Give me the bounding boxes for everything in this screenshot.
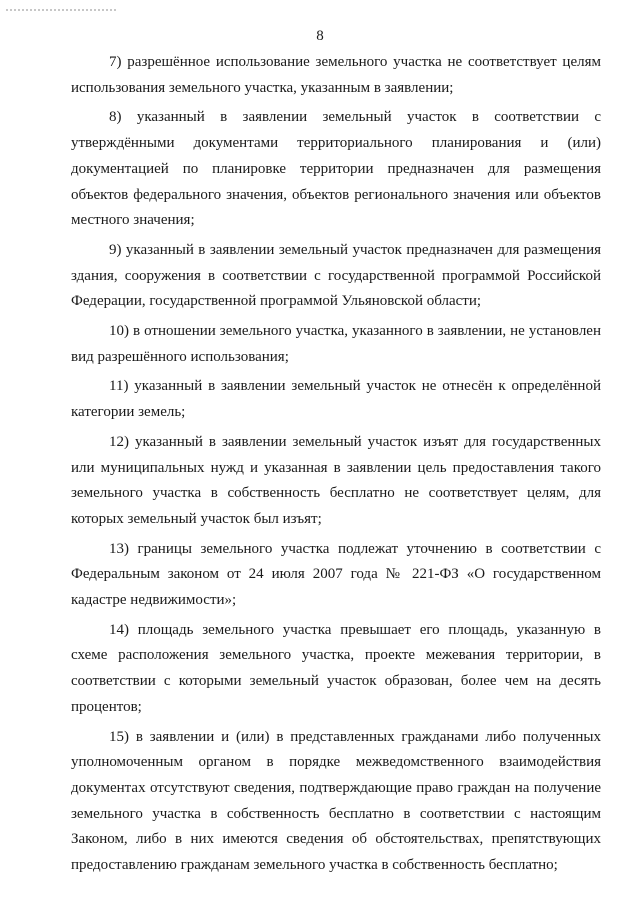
list-item-9: 9) указанный в заявлении земельный участок предназначен для размещения здания, сооружения в соответствии с государственной программой Российской Федерации, государственной программой Ульяновской области; xyxy=(71,241,601,310)
list-item-13: 13) границы земельного участка подлежат уточнению в соответствии с Федеральным законом от 24 июля 2007 года № 221-ФЗ «О государственном кадастре недвижимости»; xyxy=(71,540,601,609)
list-item-10: 10) в отношении земельного участка, указанного в заявлении, не установлен вид разрешённого использования; xyxy=(71,323,601,365)
list-item-11: 11) указанный в заявлении земельный участок не отнесён к определённой категории земель; xyxy=(71,378,601,421)
list-item-12: 12) указанный в заявлении земельный участок изъят для государственных или муниципальных нужд и указанная в заявлении цель предоставления такого земельного участка в собственность бесплатно не соответствует целям, для которых земельный участок был изъят; xyxy=(71,433,601,527)
list-item-8: 8) указанный в заявлении земельный участок в соответствии с утверждёнными документами территориального планирования и (или) документацией по планировке территории предназначен для размещения объектов федерального значения, объектов регионального значения или объектов местного значения; xyxy=(71,109,601,229)
scan-edge-mark xyxy=(6,9,116,15)
list-item-7: 7) разрешённое использование земельного участка не соответствует целям использования земельного участка, указанным в заявлении; xyxy=(71,54,601,96)
document-body xyxy=(71,48,601,883)
list-item-14: 14) площадь земельного участка превышает его площадь, указанную в схеме расположения земельного участка, проекте межевания территории, в соответствии с которыми земельный участок образован, более чем на десять процентов; xyxy=(71,621,601,715)
list-item-15: 15) в заявлении и (или) в представленных гражданами либо полученных уполномоченным органом в порядке межведомственного взаимодействия документах отсутствуют сведения, подтверждающие право граждан на получение земельного участка в собственность бесплатно в соответствии с настоящим Законом, либо в них имеются сведения об обстоятельствах, препятствующих предоставлению гражданам земельного участка в собственность бесплатно; xyxy=(71,728,601,874)
page-number: 8 xyxy=(316,28,324,44)
